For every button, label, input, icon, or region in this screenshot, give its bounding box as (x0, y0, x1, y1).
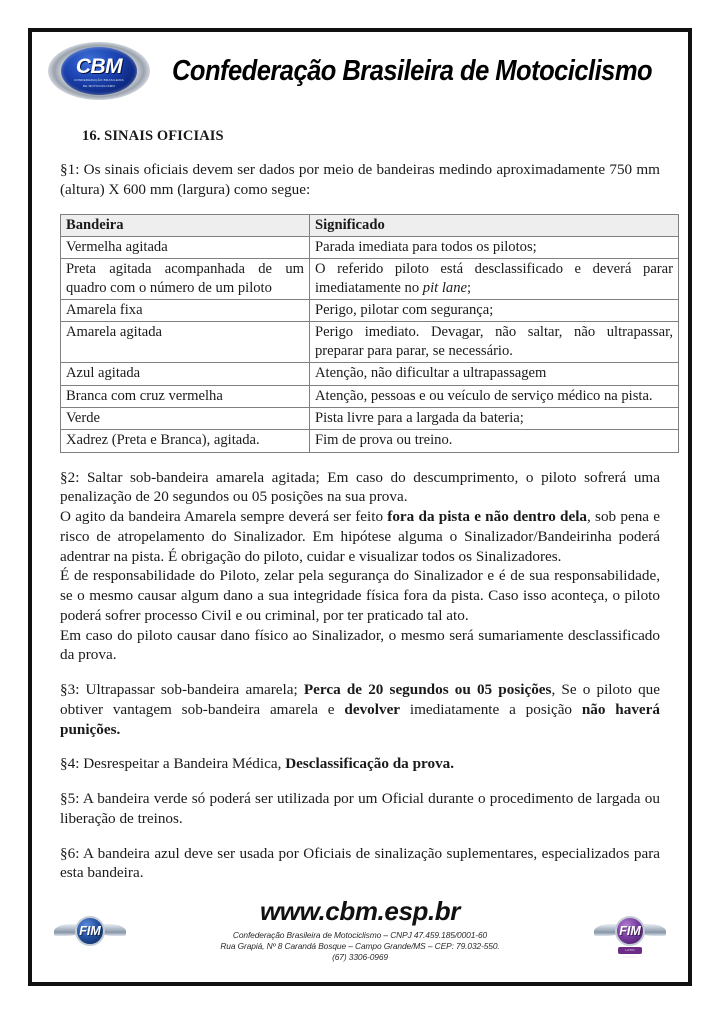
page-frame (28, 28, 692, 986)
paragraph-4-bold: Desclassificação da prova. (285, 755, 455, 773)
table-cell-flag: Verde (61, 407, 310, 429)
table-cell-meaning: Perigo imediato. Devagar, não saltar, não ultrapassar, preparar para parar, se necessário. (310, 322, 679, 363)
paragraph-2d: Em caso do piloto causar dano físico ao Sinalizador, o mesmo será sumariamente desclassificado da prova. (60, 626, 660, 664)
footer-phone-line: (67) 3306-0969 (332, 952, 388, 963)
page-inner (32, 32, 688, 982)
fim-logo-right-icon (594, 906, 666, 960)
cbm-logo-icon (40, 38, 158, 104)
document-footer (32, 890, 688, 976)
page-title: 16. SINAIS OFICIAIS (82, 128, 224, 144)
cbm-oval-shape (61, 47, 137, 95)
paragraph-3-bold2: devolver (344, 700, 401, 718)
paragraph-2b (60, 507, 660, 566)
meaning-text-pre: O referido piloto está desclassificado e deverá parar imediatamente no (315, 261, 673, 296)
table-cell-flag: Preta agitada acompanhada de um quadro com o número de um piloto (61, 259, 310, 300)
table-cell-flag: Xadrez (Preta e Branca), agitada. (61, 430, 310, 452)
footer-address-line: Rua Grapiá, Nº 8 Carandá Bosque – Campo Grande/MS – CEP: 79.032-550. (220, 940, 500, 951)
table-cell-flag: Amarela agitada (61, 322, 310, 363)
table-cell-meaning: Atenção, não dificultar a ultrapassagem (310, 363, 679, 385)
paragraph-2b-pre: O agito da bandeira Amarela sempre deverá ser feito (60, 508, 388, 526)
meaning-text-post: ; (466, 279, 472, 296)
table-cell-meaning: Atenção, pessoas e ou veículo de serviço médico na pista. (310, 385, 679, 407)
document-content (32, 106, 688, 883)
table-row (61, 407, 679, 429)
meaning-text-italic: pit lane (422, 279, 467, 296)
paragraph-2a: §2: Saltar sob-bandeira amarela agitada; Em caso do descumprimento, o piloto sofrerá uma penalização de 20 segundos ou 05 posições na sua prova. (60, 468, 660, 506)
table-cell-flag: Branca com cruz vermelha (61, 385, 310, 407)
fim-disc-left: FIM (75, 916, 105, 946)
paragraph-2b-bold: fora da pista e não dentro dela (387, 508, 588, 526)
table-cell-flag: Amarela fixa (61, 300, 310, 322)
cbm-logo-text: CBM (75, 54, 123, 78)
paragraph-4 (60, 754, 660, 774)
paragraph-3-pre: §3: Ultrapassar sob-bandeira amarela; (60, 681, 304, 699)
organization-title: Confederação Brasileira de Motociclismo (172, 54, 653, 87)
table-cell-meaning: Perigo, pilotar com segurança; (310, 300, 679, 322)
flags-table (60, 214, 679, 453)
paragraph-2b-post: , sob pena e risco de atropelamento do Sinalizador. Em hipótese alguma o Sinalizador/Bandeirinha poderá adentrar na pista. É obrigação do piloto, cuidar e visualizar todos os Sinalizadores. (60, 508, 660, 565)
website-url[interactable]: www.cbm.esp.br (259, 896, 461, 927)
paragraph-1: §1: Os sinais oficiais devem ser dados por meio de bandeiras medindo aproximadamente 750 mm (altura) X 600 mm (largura) como segue: (60, 161, 660, 198)
paragraph-4-pre: §4: Desrespeitar a Bandeira Médica, (60, 755, 286, 773)
paragraph-3 (60, 680, 660, 739)
table-row (61, 259, 679, 300)
fim-base-right: LATIN AMERICA (618, 947, 642, 954)
table-row (61, 385, 679, 407)
cbm-logo-subtext-line2: DE MOTOCICLISMO (82, 83, 116, 88)
paragraph-3-mid2: imediatamente a posição (400, 700, 582, 718)
table-cell-flag: Azul agitada (61, 363, 310, 385)
table-header-row (61, 214, 679, 236)
table-cell-meaning (310, 259, 679, 300)
fim-disc-right: FIM (615, 916, 645, 946)
table-header-significado: Significado (310, 214, 679, 236)
table-row (61, 430, 679, 452)
paragraph-3-mid1: , Se o piloto que obtiver vantagem sob-bandeira amarela e (60, 681, 661, 718)
table-cell-flag: Vermelha agitada (61, 236, 310, 258)
fim-logo-left-icon (54, 906, 126, 960)
paragraph-2c: É de responsabilidade do Piloto, zelar pela segurança do Sinalizador e é de sua responsabilidade, se o mesmo causar algum dano a sua integridade física fora da pista. Caso isso aconteça, o piloto poderá sofrer processo Civil e ou criminal, por ter praticado tal ato. (60, 567, 660, 624)
document-header (32, 32, 688, 106)
table-row (61, 300, 679, 322)
table-row (61, 363, 679, 385)
table-cell-meaning: Fim de prova ou treino. (310, 430, 679, 452)
paragraph-3-bold3: não haverá punições. (60, 700, 661, 738)
cbm-logo-subtext-line1: CONFEDERAÇÃO BRASILEIRA (74, 77, 124, 82)
table-header-bandeira: Bandeira (61, 214, 310, 236)
paragraph-6: §6: A bandeira azul deve ser usada por Oficiais de sinalização suplementares, especializados para esta bandeira. (60, 844, 660, 882)
table-cell-meaning: Pista livre para a largada da bateria; (310, 407, 679, 429)
footer-org-line: Confederação Brasileira de Motociclismo – CNPJ 47.459.185/0001-60 (232, 929, 488, 940)
table-row (61, 322, 679, 363)
footer-center-block (126, 898, 594, 963)
paragraph-3-bold1: Perca de 20 segundos ou 05 posições (303, 681, 552, 699)
table-row (61, 236, 679, 258)
paragraph-5: §5: A bandeira verde só poderá ser utilizada por um Oficial durante o procedimento de largada ou liberação de treinos. (60, 790, 660, 827)
table-cell-meaning: Parada imediata para todos os pilotos; (310, 236, 679, 258)
